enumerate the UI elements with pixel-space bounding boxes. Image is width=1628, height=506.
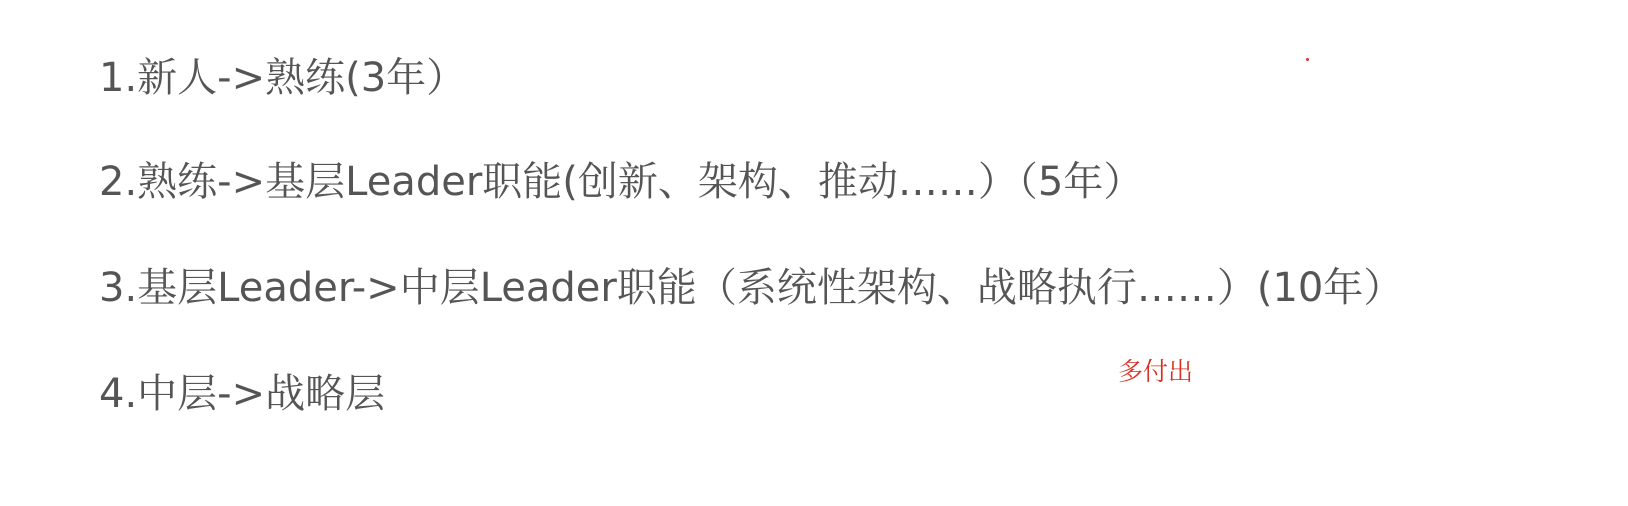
- career-stage-line-1: 1.新人->熟练(3年）: [99, 55, 467, 101]
- career-stage-line-3: 3.基层Leader->中层Leader职能（系统性架构、战略执行……）(10年）: [99, 265, 1404, 311]
- career-stage-line-2: 2.熟练->基层Leader职能(创新、架构、推动……）（5年）: [99, 159, 1144, 205]
- red-annotation: 多付出: [1118, 357, 1194, 386]
- career-stage-line-4: 4.中层->战略层: [99, 371, 386, 417]
- red-dot-mark: [1306, 58, 1309, 61]
